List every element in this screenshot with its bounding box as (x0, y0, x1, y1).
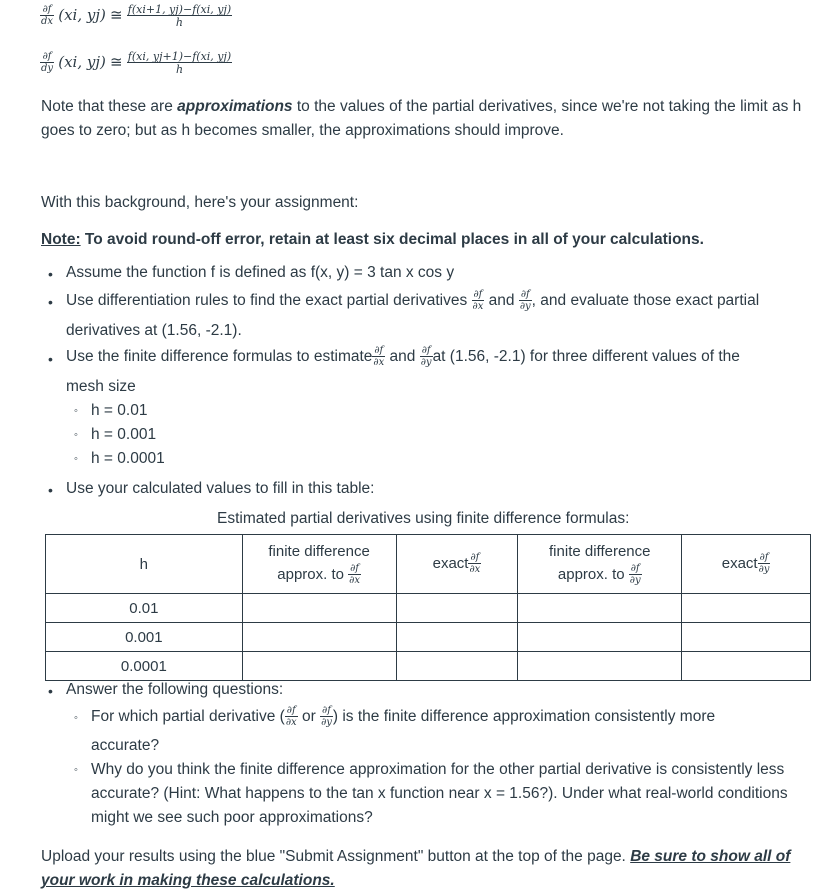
bullet-dot: • (48, 683, 53, 699)
roundoff-note: Note: To avoid round-off error, retain at least six decimal places in all of your calculations. (41, 231, 704, 248)
sub-bullet-circle: ◦ (74, 429, 78, 441)
cell-fd-y (518, 623, 682, 652)
bullet-finite-difference-line2: mesh size (66, 378, 136, 395)
cell-exact-x (396, 594, 518, 623)
table-row (46, 623, 811, 652)
cell-fd-x (242, 623, 396, 652)
question-1-line2: accurate? (91, 737, 160, 754)
bullet-exact-derivatives: Use differentiation rules to find the exact partial derivatives $\frac{\partial f}{\partial x}$ and $\frac{\partial f}{\partial y}$ , and evaluate those exact partial (66, 289, 760, 312)
cell-exact-y (682, 652, 811, 681)
question-1: For which partial derivative ( $\frac{\partial f}{\partial x}$ or $\frac{\partial f}{\partial y}$ ) is the finite difference approximation consistently more (91, 705, 716, 728)
h-value: h = 0.001 (91, 426, 157, 443)
finite-difference-table (45, 534, 811, 681)
upload-instructions: Upload your results using the blue "Submit Assignment" button at the top of the page. Be sure to show all of your work in making these calculations. (41, 848, 791, 889)
formula-dfdx (40, 4, 232, 28)
h-value: h = 0.01 (91, 402, 148, 419)
approximation-note: Note that these are approximations to the values of the partial derivatives, since we're not taking the limit as h goes to zero; but as h becomes smaller, the approximations should improve. (41, 98, 802, 139)
bullet-finite-difference: Use the finite difference formulas to estimate $\frac{\partial f}{\partial x}$ and $\frac{\partial f}{\partial y}$ at (1.56, -2.1) for three different values of the (66, 345, 740, 368)
bullet-dot: • (48, 351, 53, 367)
bullet-define-function: Assume the function f is defined as f(x, y) = 3 tan x cos y (66, 264, 455, 281)
partial-fy: $\frac{\partial f}{\partial y}$ (420, 345, 432, 368)
cell-fd-x (242, 594, 396, 623)
question-2-line1: Why do you think the finite difference approximation for the other partial derivative is consistently less (91, 761, 785, 778)
sub-bullet-circle: ◦ (74, 712, 78, 724)
rhs-fraction: $\frac{f(xi+1, yj)-f(xi, yj)}{h}$ (127, 3, 232, 29)
approx-symbol: ≅ (110, 6, 123, 24)
lhs-fraction: $\frac{\partial f}{dy}$ (41, 51, 54, 74)
background-text: With this background, here's your assignment: (41, 194, 359, 211)
header-fd-x: finite difference approx. to $\frac{\partial f}{\partial x}$ (242, 535, 396, 594)
header-exact-x: exact $\frac{\partial f}{\partial x}$ (396, 535, 518, 594)
cell-fd-x (242, 652, 396, 681)
table-row (46, 652, 811, 681)
table-row (46, 594, 811, 623)
row-h-value: 0.0001 (46, 652, 243, 681)
partial-fx: $\frac{\partial f}{\partial x}$ (373, 345, 385, 368)
formula-dfdy (40, 51, 232, 75)
header-fd-y: finite difference approx. to $\frac{\partial f}{\partial y}$ (518, 535, 682, 594)
partial-fy: $\frac{\partial f}{\partial y}$ (519, 289, 531, 312)
lhs-fraction: $\frac{\partial f}{dx}$ (41, 4, 54, 27)
bullet-exact-derivatives-line2: derivatives at (1.56, -2.1). (66, 322, 242, 339)
h-value: h = 0.0001 (91, 450, 165, 467)
header-h: h (46, 535, 243, 594)
cell-exact-x (396, 652, 518, 681)
cell-fd-y (518, 652, 682, 681)
point: (xi, yj) (58, 52, 106, 71)
bullet-dot: • (48, 266, 53, 282)
bullet-answer-questions: Answer the following questions: (66, 681, 284, 698)
table-caption: Estimated partial derivatives using finite difference formulas: (217, 510, 630, 527)
table-header-row (46, 535, 811, 594)
rhs-fraction: $\frac{f(xi, yj+1)-f(xi, yj)}{h}$ (127, 50, 232, 76)
sub-bullet-circle: ◦ (74, 453, 78, 465)
bullet-fill-table: Use your calculated values to fill in this table: (66, 480, 375, 497)
bullet-dot: • (48, 482, 53, 498)
sub-bullet-circle: ◦ (74, 405, 78, 417)
approx-symbol: ≅ (110, 53, 123, 71)
sub-bullet-circle: ◦ (74, 764, 78, 776)
question-2-line2: accurate? (Hint: What happens to the tan x function near x = 1.56?). Under what real-world conditions (91, 785, 788, 802)
bullet-dot: • (48, 294, 53, 310)
cell-exact-y (682, 594, 811, 623)
partial-fx: $\frac{\partial f}{\partial x}$ (472, 289, 484, 312)
point: (xi, yj) (58, 5, 106, 24)
row-h-value: 0.001 (46, 623, 243, 652)
cell-fd-y (518, 594, 682, 623)
question-2-line3: might we see such poor approximations? (91, 809, 373, 826)
cell-exact-y (682, 623, 811, 652)
row-h-value: 0.01 (46, 594, 243, 623)
header-exact-y: exact $\frac{\partial f}{\partial y}$ (682, 535, 811, 594)
cell-exact-x (396, 623, 518, 652)
